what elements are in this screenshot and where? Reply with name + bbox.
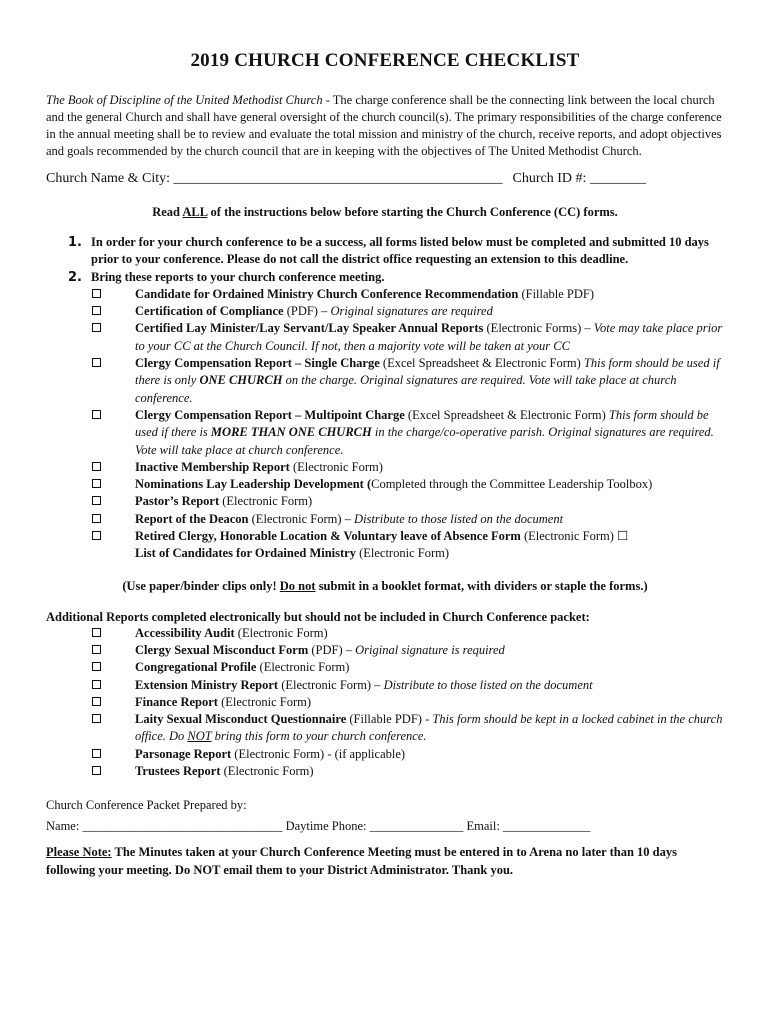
report-name: List of Candidates for Ordained Ministry [135,546,356,561]
clips-note-post: submit in a booklet format, with dividers or staple the forms.) [315,578,648,593]
report-note: Vote may take place prior to your CC at the Church Council. If not, then a majority vote will be taken at your CC [135,321,723,353]
report-format: (Electronic Form) [256,660,350,675]
intro-book-title: The Book of Discipline of the United Methodist Church [46,93,323,107]
report-format: (Excel Spreadsheet & Electronic Form) [404,407,609,422]
report-format: (Excel Spreadsheet & Electronic Form) [379,356,584,371]
report-note: This form should be used if there is only [135,356,720,388]
checklist-item [91,476,724,493]
checkbox[interactable] [92,496,101,505]
name-blank[interactable]: ________________________________ [82,819,283,834]
checklist-item [46,763,724,780]
report-note: This form should be kept in a locked cabinet in the church office. Do [135,712,723,744]
checklist-item [91,303,724,320]
report-format: (Fillable PDF) [518,286,595,301]
phone-blank[interactable]: _______________ [369,819,464,834]
church-name-blank[interactable]: _______________________________________________ [173,171,503,186]
report-format: (Electronic Form) [220,764,314,779]
checkbox[interactable] [92,680,101,689]
report-name: Inactive Membership Report [135,459,290,474]
step-item [46,234,724,269]
intro-paragraph [46,92,724,160]
church-info-line [46,171,724,187]
checkbox[interactable] [92,323,101,332]
instructions-all: ALL [182,205,208,219]
report-name: Finance Report [135,694,218,709]
please-note-text: The Minutes taken at your Church Conference Meeting must be entered in to Arena no later than 10 days following your meeting. Do NOT email them to your District Administrator. Thank you. [46,845,678,878]
intro-text: - The charge conference shall be the connecting link between the local church and the general Church and shall have general oversight of the church council(s). The primary responsibilities of the charge conference in the annual meeting shall be to review and evaluate the total mission and ministry of the church, receive reports, and adopt objectives and goals recommended by the church council that are in keeping with the objectives of The United Methodist Church. [46,93,722,158]
report-name: Clergy Sexual Misconduct Form [135,642,309,657]
email-blank[interactable]: ______________ [502,819,591,834]
report-format: (Electronic Form) [355,546,449,561]
report-name: Extension Ministry Report [135,677,279,692]
report-format: (Electronic Forms) – [483,321,594,336]
report-note: Original signatures are required [330,304,493,319]
report-name: Pastor’s Report [135,494,220,509]
step-number: 1. [68,235,82,250]
checkbox[interactable] [92,766,101,775]
report-name: Clergy Compensation Report – Single Charge [135,356,380,371]
report-name: Clergy Compensation Report – Multipoint Charge [135,407,405,422]
report-format: (PDF) – [308,642,356,657]
clips-note [46,579,724,594]
church-name-field[interactable] [46,171,503,187]
checkbox[interactable] [92,662,101,671]
checklist-item [91,355,724,407]
report-note: This form should be used if there is [135,407,709,440]
report-name: Certification of Compliance [135,304,284,319]
report-format: (Fillable PDF) - [346,712,433,727]
please-note [46,843,724,879]
checklist-item [46,677,724,694]
report-format: (Electronic Form) - (if applicable) [231,746,406,761]
instructions-post: of the instructions below before starting the Church Conference (CC) forms. [207,205,618,219]
checklist-item [46,746,724,763]
report-format: (PDF) – [283,304,331,319]
report-name: Report of the Deacon [135,511,249,526]
report-name: Certified Lay Minister/Lay Servant/Lay Speaker Annual Reports [135,321,484,336]
steps-list [46,234,724,563]
report-name: Retired Clergy, Honorable Location & Voluntary leave of Absence Form [135,529,521,544]
contact-line [46,819,724,834]
checklist-item [91,407,724,459]
additional-reports-heading: Additional Reports completed electronically but should not be included in Church Conference packet: [46,609,590,624]
report-format: (Electronic Form) [520,529,617,544]
checkbox[interactable] [92,462,101,471]
report-format: (Electronic Form) [217,694,312,709]
report-note: Distribute to those listed on the document [383,677,593,692]
checklist-item [46,659,724,676]
report-name: Trustees Report [135,764,221,779]
clips-note-pre: (Use paper/binder clips only! [122,578,280,593]
checklist-item [91,286,724,303]
report-note-cont: bring this form to your church conference. [211,729,427,744]
report-note: Distribute to those listed on the document [354,511,564,526]
church-name-label: Church Name & City: [46,171,174,186]
report-format: (Electronic Form) – [248,511,355,526]
bring-reports-list [91,286,724,563]
document-title: 2019 CHURCH CONFERENCE CHECKLIST [190,50,580,71]
name-label: Name: [46,819,83,834]
church-id-field[interactable] [513,171,646,187]
checkbox[interactable] [92,410,101,419]
checklist-item [91,320,724,355]
checklist-item [91,459,724,476]
church-id-label: Church ID #: [512,171,590,186]
checkbox[interactable] [92,749,101,758]
extra-checkbox-glyph[interactable]: ☐ [617,529,629,544]
report-note-emphasis: ONE CHURCH [199,373,283,388]
report-format: (Electronic Form) [234,625,328,640]
report-name: Parsonage Report [135,746,232,761]
report-note-emphasis: NOT [187,729,212,744]
please-note-label: Please Note: [46,845,112,860]
checkbox[interactable] [92,714,101,723]
report-format: (Electronic Form) – [278,677,384,692]
step-text: In order for your church conference to be a success, all forms listed below must be completed and submitted 10 days prior to your conference. Please do not call the district office requesting an extension to this deadline. [91,235,709,267]
checkbox[interactable] [92,697,101,706]
checklist-item [46,694,724,711]
checkbox[interactable] [92,289,101,298]
checkbox[interactable] [92,628,101,637]
step-number: 2. [68,269,82,285]
checklist-item [91,511,724,528]
report-format: (Electronic Form) [289,459,383,474]
checklist-item [91,493,724,510]
checkbox[interactable] [92,645,101,654]
email-label: Email: [463,819,503,834]
report-format: Completed through the Committee Leadership Toolbox) [371,477,653,492]
checkbox[interactable] [92,479,101,488]
checkbox[interactable] [92,306,101,315]
report-name: Nominations Lay Leadership Development ( [135,477,372,492]
report-name: Candidate for Ordained Ministry Church Conference Recommendation [135,286,519,301]
report-note-emphasis: MORE THAN ONE CHURCH [210,425,372,440]
instructions-heading [46,205,724,220]
report-note-cont: in the charge/co-operative parish. Original signatures are required. Vote will take place at church conference. [135,425,714,457]
report-name: Congregational Profile [135,660,257,675]
instructions-pre: Read [152,205,183,219]
phone-label: Daytime Phone: [282,819,370,834]
report-name: Accessibility Audit [135,625,235,640]
step-item [46,269,724,563]
report-note-cont: on the charge. Original signatures are required. Vote will take place at church conference. [135,373,677,405]
checklist-item [46,642,724,659]
checkbox[interactable] [92,531,101,540]
checkbox[interactable] [92,358,101,367]
prepared-by-label: Church Conference Packet Prepared by: [46,798,247,813]
checklist-item [91,528,724,563]
checklist-item [46,711,724,746]
checklist-item [46,625,724,642]
checkbox[interactable] [92,514,101,523]
church-id-blank[interactable]: ________ [589,171,646,186]
step-text: Bring these reports to your church conference meeting. [91,269,385,284]
report-format: (Electronic Form) [219,494,313,509]
report-note: Original signature is required [355,642,505,657]
clips-note-do-not: Do not [279,578,316,593]
report-name: Laity Sexual Misconduct Questionnaire [135,712,347,727]
additional-reports-list [46,625,724,781]
